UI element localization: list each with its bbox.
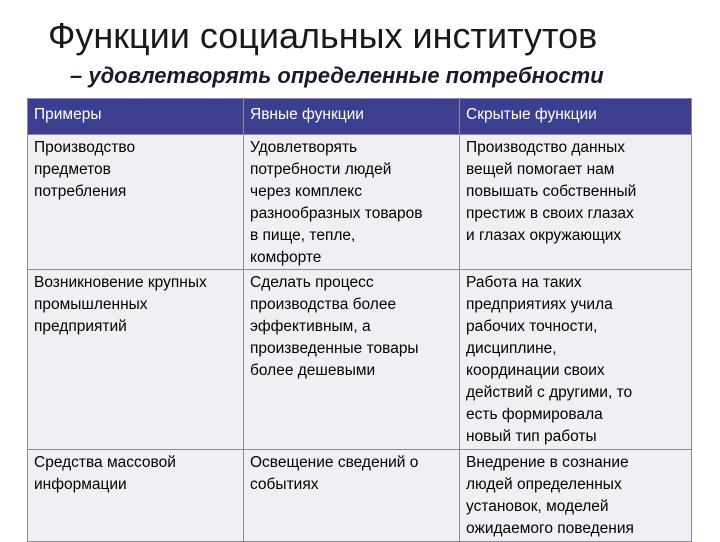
page-subtitle: – удовлетворять определенные потребности: [70, 63, 604, 88]
cell-explicit: Удовлетворять потребности людей через комплекс разнообразных товаров в пище, тепле, комфорте: [244, 135, 460, 270]
header-hidden-functions: Скрытые функции: [460, 99, 692, 135]
functions-table: [27, 98, 692, 542]
page-title: Функции социальных институтов: [48, 15, 598, 56]
table-row: [28, 270, 692, 450]
cell-example: Производство предметов потребления: [28, 135, 244, 270]
table-header-row: [28, 99, 692, 135]
table-row: [28, 450, 692, 542]
cell-explicit: Освещение сведений о событиях: [244, 450, 460, 542]
cell-example: Возникновение крупных промышленных предприятий: [28, 270, 244, 450]
table-row: [28, 135, 692, 270]
header-explicit-functions: Явные функции: [244, 99, 460, 135]
cell-hidden: Работа на таких предприятиях учила рабочих точности, дисциплине, координации своих действий с другими, то есть формировала новый тип работы: [460, 270, 692, 450]
cell-example: Средства массовой информации: [28, 450, 244, 542]
cell-explicit: Сделать процесс производства более эффективным, а произведенные товары более дешевыми: [244, 270, 460, 450]
cell-hidden: Внедрение в сознание людей определенных установок, моделей ожидаемого поведения: [460, 450, 692, 542]
header-examples: Примеры: [28, 99, 244, 135]
cell-hidden: Производство данных вещей помогает нам повышать собственный престиж в своих глазах и глазах окружающих: [460, 135, 692, 270]
